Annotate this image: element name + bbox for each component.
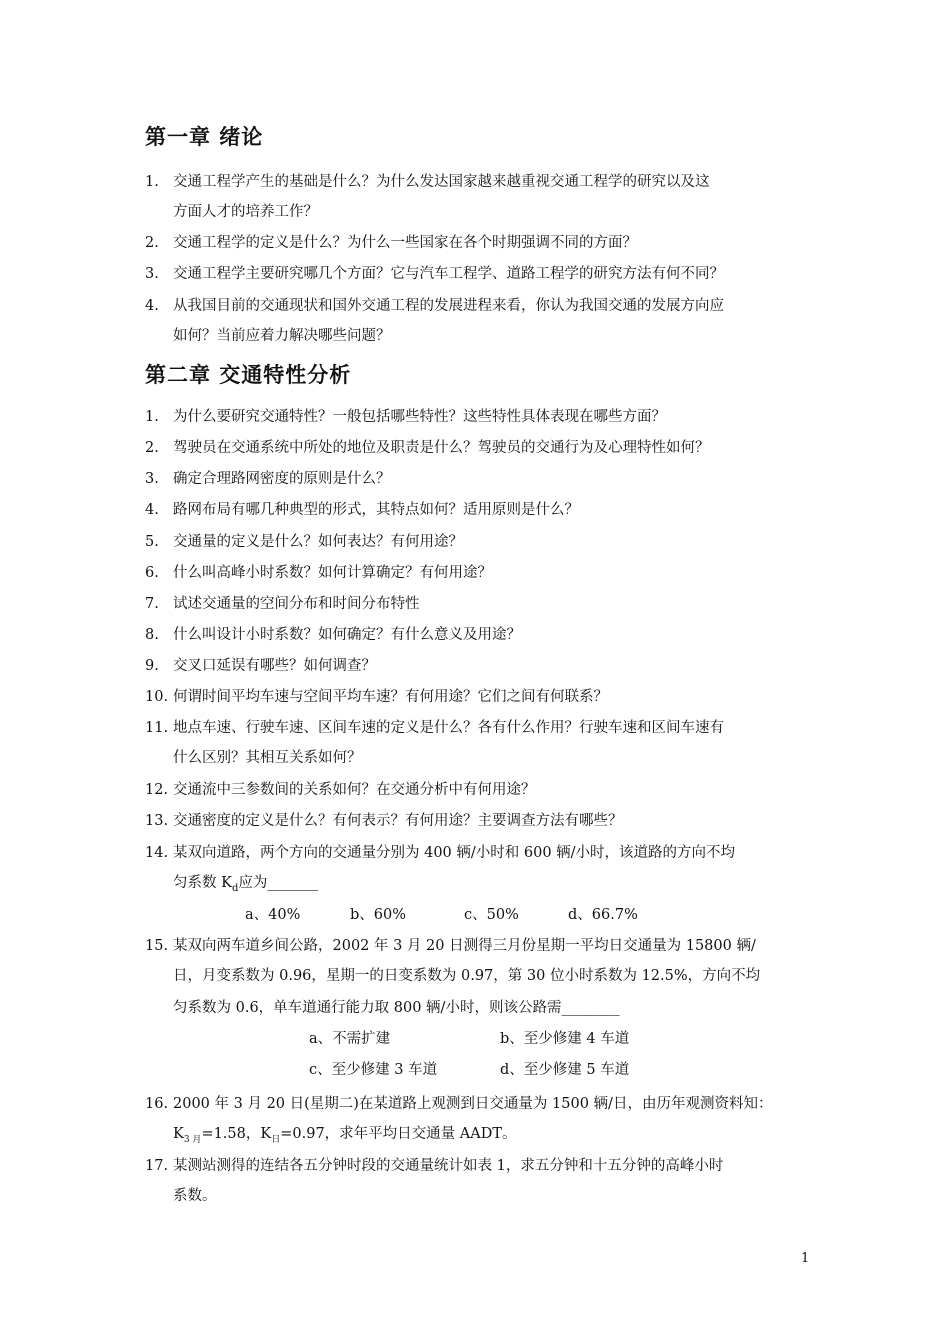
- question-text: 方面人才的培养工作？: [173, 204, 318, 220]
- text-fragment: =1.58，K: [201, 1126, 272, 1142]
- question-number: 4.: [145, 502, 159, 518]
- question-number: 4.: [145, 298, 159, 314]
- answer-option: a、40%: [245, 907, 301, 923]
- question-text: 匀系数为 0.6，单车道通行能力取 800 辆/小时，则该公路需________: [173, 1000, 620, 1016]
- question-text: 试述交通量的空间分布和时间分布特性: [173, 596, 420, 612]
- question-text: 什么叫设计小时系数？如何确定？有什么意义及用途？: [173, 627, 521, 643]
- question-text: 何谓时间平均车速与空间平均车速？有何用途？它们之间有何联系？: [173, 689, 608, 705]
- question-text: 从我国目前的交通现状和国外交通工程的发展进程来看，你认为我国交通的发展方向应: [173, 298, 724, 314]
- answer-option: a、不需扩建: [309, 1031, 391, 1047]
- question-number: 2.: [145, 440, 159, 456]
- subscript: 3 月: [183, 1134, 202, 1145]
- question-number: 9.: [145, 658, 159, 674]
- question-number: 3.: [145, 266, 159, 282]
- question-text: 日，月变系数为 0.96，星期一的日变系数为 0.97，第 30 位小时系数为 12.5%，方向不均: [173, 968, 761, 984]
- answer-option: d、至少修建 5 车道: [500, 1062, 630, 1078]
- question-text: 某测站测得的连结各五分钟时段的交通量统计如表 1，求五分钟和十五分钟的高峰小时: [173, 1158, 724, 1174]
- question-number: 5.: [145, 534, 159, 550]
- question-number: 2.: [145, 235, 159, 251]
- question-number: 8.: [145, 627, 159, 643]
- chapter-2-title: 第二章 交通特性分析: [145, 363, 352, 387]
- subscript: 日: [271, 1134, 281, 1145]
- answer-option: d、66.7%: [568, 907, 638, 923]
- text-fragment: 应为_______: [238, 875, 319, 891]
- question-text: 路网布局有哪几种典型的形式，其特点如何？适用原则是什么？: [173, 502, 579, 518]
- question-text: [173, 873, 318, 899]
- subscript: d: [231, 882, 239, 894]
- question-text: 交通量的定义是什么？如何表达？有何用途？: [173, 534, 463, 550]
- question-number: 10.: [145, 689, 169, 705]
- question-number: 1.: [145, 409, 159, 425]
- question-number: 16.: [145, 1096, 169, 1112]
- question-text: 交通工程学的定义是什么？为什么一些国家在各个时期强调不同的方面？: [173, 235, 637, 251]
- question-number: 15.: [145, 938, 169, 954]
- question-text: 某双向道路，两个方向的交通量分别为 400 辆/小时和 600 辆/小时，该道路的方向不均: [173, 845, 736, 861]
- question-text: 什么叫高峰小时系数？如何计算确定？有何用途？: [173, 565, 492, 581]
- question-text: [173, 1124, 517, 1150]
- question-number: 1.: [145, 174, 159, 190]
- question-text: 系数。: [173, 1188, 217, 1204]
- answer-option: c、50%: [464, 907, 519, 923]
- page-number: 1: [801, 1251, 810, 1266]
- question-text: 什么区别？其相互关系如何？: [173, 750, 362, 766]
- question-text: 交通流中三参数间的关系如何？在交通分析中有何用途？: [173, 782, 536, 798]
- question-number: 17.: [145, 1158, 169, 1174]
- question-text: 如何？当前应着力解决哪些问题？: [173, 328, 391, 344]
- question-text: 为什么要研究交通特性？一般包括哪些特性？这些特性具体表现在哪些方面？: [173, 409, 666, 425]
- question-text: 驾驶员在交通系统中所处的地位及职责是什么？驾驶员的交通行为及心理特性如何？: [173, 440, 710, 456]
- question-number: 6.: [145, 565, 159, 581]
- question-number: 13.: [145, 813, 169, 829]
- question-text: 某双向两车道乡间公路，2002 年 3 月 20 日测得三月份星期一平均日交通量为 15800 辆/: [173, 938, 756, 954]
- question-text: 交通密度的定义是什么？有何表示？有何用途？主要调查方法有哪些？: [173, 813, 623, 829]
- question-number: 14.: [145, 845, 169, 861]
- question-number: 11.: [145, 720, 169, 736]
- answer-option: b、至少修建 4 车道: [500, 1031, 630, 1047]
- question-number: 12.: [145, 782, 169, 798]
- question-number: 7.: [145, 596, 159, 612]
- question-text: 交通工程学产生的基础是什么？为什么发达国家越来越重视交通工程学的研究以及这: [173, 174, 710, 190]
- chapter-1-title: 第一章 绪论: [145, 125, 264, 149]
- text-fragment: =0.97，求年平均日交通量 AADT。: [280, 1126, 517, 1142]
- answer-option: b、60%: [350, 907, 407, 923]
- question-text: 确定合理路网密度的原则是什么？: [173, 471, 391, 487]
- question-text: 2000 年 3 月 20 日(星期二)在某道路上观测到日交通量为 1500 辆/日，由历年观测资料知：: [173, 1096, 773, 1112]
- question-text: 地点车速、行驶车速、区间车速的定义是什么？各有什么作用？行驶车速和区间车速有: [173, 720, 724, 736]
- text-fragment: K: [173, 1126, 184, 1142]
- question-text: 交通工程学主要研究哪几个方面？它与汽车工程学、道路工程学的研究方法有何不同？: [173, 266, 724, 282]
- text-fragment: 匀系数 K: [173, 875, 232, 891]
- question-text: 交叉口延误有哪些？如何调查？: [173, 658, 376, 674]
- question-number: 3.: [145, 471, 159, 487]
- answer-option: c、至少修建 3 车道: [309, 1062, 438, 1078]
